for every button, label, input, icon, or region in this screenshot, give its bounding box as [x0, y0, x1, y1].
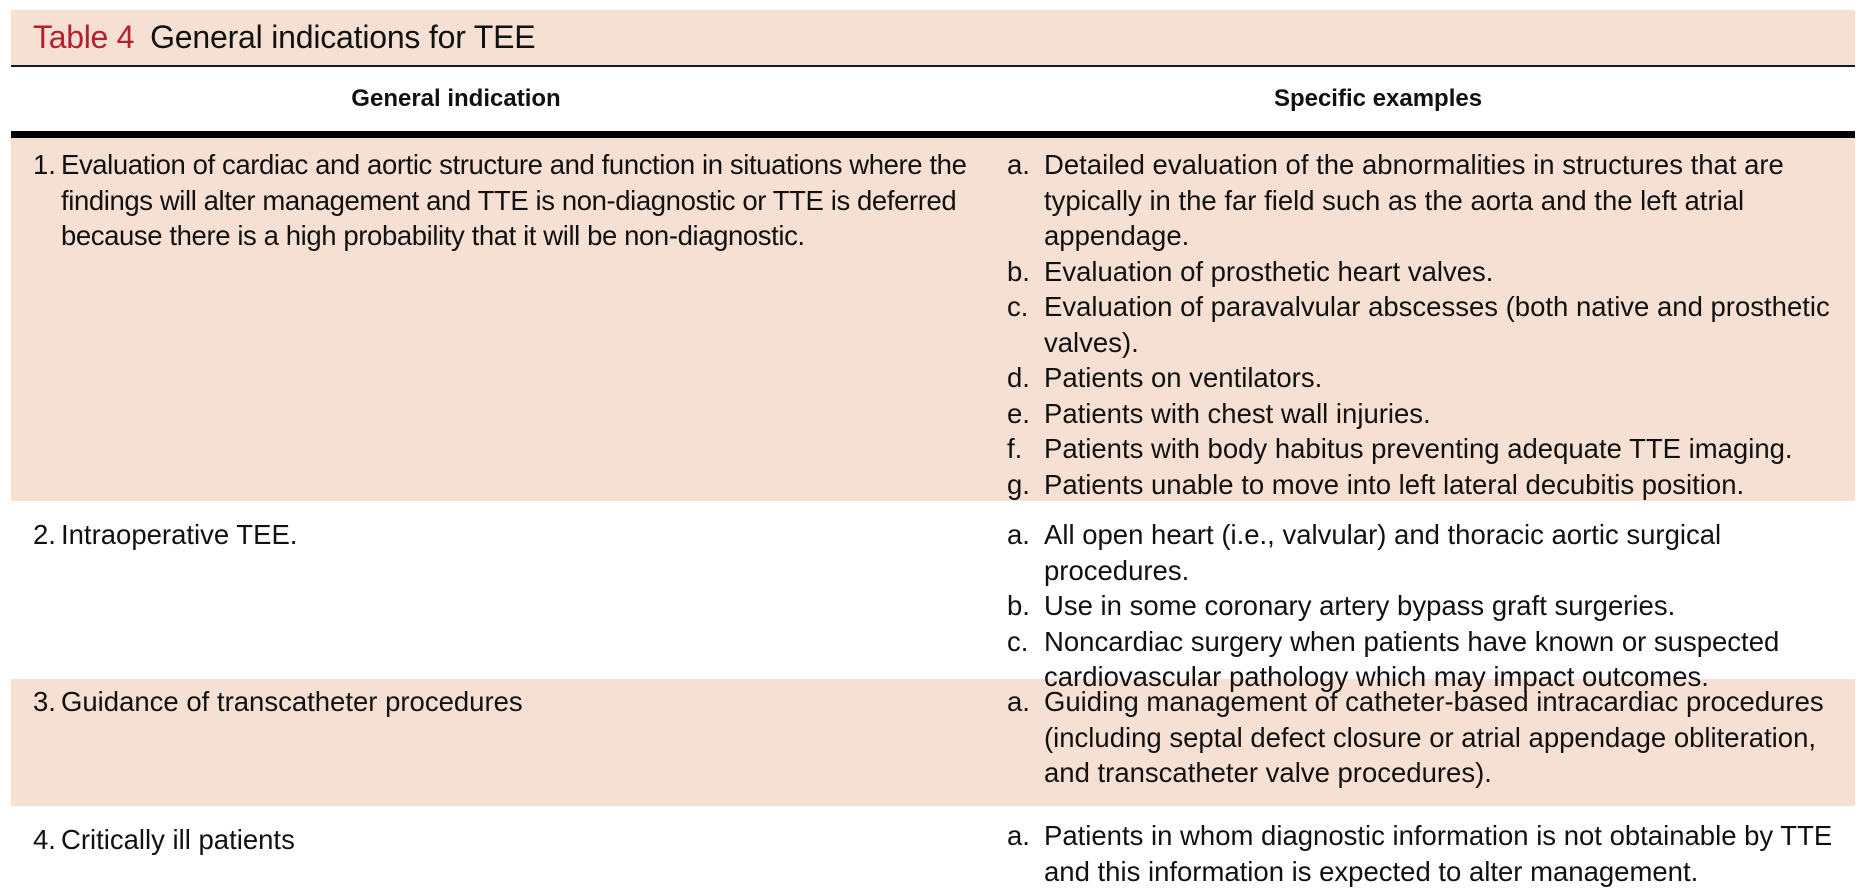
indication-item [33, 517, 967, 553]
indication-cell [11, 147, 1007, 501]
example-item [1007, 588, 1855, 624]
column-header-general-indication: General indication [351, 85, 561, 112]
example-letter: c. [1007, 625, 1029, 657]
example-text: Patients unable to move into left lateral decubitis position. [1044, 468, 1745, 500]
indication-item [33, 147, 967, 254]
example-letter: b. [1007, 590, 1030, 621]
examples-cell [1007, 684, 1855, 806]
example-item [1007, 147, 1855, 254]
example-item [1007, 467, 1855, 503]
example-letter: a. [1007, 686, 1030, 717]
examples-cell [1007, 147, 1855, 501]
indication-text: Guidance of transcatheter procedures [61, 686, 523, 717]
example-text: Evaluation of prosthetic heart valves. [1044, 255, 1494, 287]
examples-cell [1007, 818, 1855, 886]
example-item [1007, 517, 1855, 588]
indication-item [33, 822, 967, 858]
indication-cell [11, 517, 1007, 679]
example-item [1007, 289, 1855, 360]
indication-text: Critically ill patients [61, 824, 295, 855]
example-text: Noncardiac surgery when patients have known or suspected cardiovascular pathology which may impact outcomes. [1044, 625, 1780, 692]
example-text: All open heart (i.e., valvular) and thoracic aortic surgical procedures. [1044, 519, 1722, 586]
example-letter: a. [1007, 519, 1030, 550]
example-text: Patients with body habitus preventing adequate TTE imaging. [1044, 433, 1793, 464]
example-letter: a. [1007, 149, 1030, 180]
indication-number: 1. [33, 149, 56, 180]
example-letter: c. [1007, 291, 1029, 322]
table-number: Table 4 [33, 19, 135, 55]
example-item [1007, 818, 1855, 889]
example-item [1007, 431, 1855, 467]
example-text: Detailed evaluation of the abnormalities in structures that are typically in the far field such as the aorta and the left atrial appendage. [1044, 149, 1784, 251]
example-item [1007, 684, 1855, 791]
column-header-specific-examples: Specific examples [1273, 85, 1483, 112]
indication-cell [11, 684, 1007, 806]
example-text: Patients with chest wall injuries. [1044, 397, 1431, 429]
example-item [1007, 360, 1855, 396]
indication-cell [11, 818, 1007, 886]
example-letter: b. [1007, 255, 1030, 287]
example-text: Patients in whom diagnostic information is not obtainable by TTE and this information is expected to alter management. [1044, 820, 1833, 887]
table-row [11, 679, 1855, 806]
example-text: Patients on ventilators. [1044, 362, 1323, 393]
table-row [11, 138, 1855, 501]
example-letter: a. [1007, 820, 1030, 851]
example-item [1007, 396, 1855, 432]
indication-text: Intraoperative TEE. [61, 519, 298, 550]
example-text: Evaluation of paravalvular abscesses (both native and prosthetic valves). [1044, 291, 1830, 358]
example-letter: d. [1007, 362, 1030, 393]
indication-item [33, 684, 967, 720]
indication-number: 2. [33, 519, 56, 550]
example-letter: f. [1007, 433, 1023, 464]
table-header-row [11, 67, 1855, 138]
example-text: Use in some coronary artery bypass graft surgeries. [1044, 590, 1676, 621]
indication-text: Evaluation of cardiac and aortic structure and function in situations where the findings will alter management and TTE is non-diagnostic or TTE is deferred because there is a high probability that it will be non-diagnostic. [61, 149, 967, 251]
indication-number: 3. [33, 686, 56, 717]
example-letter: g. [1007, 468, 1030, 500]
table-title: General indications for TEE [150, 19, 536, 55]
example-item [1007, 254, 1855, 290]
table-caption [11, 10, 1855, 67]
examples-cell [1007, 517, 1855, 692]
table-row [11, 501, 1855, 692]
table-row [11, 806, 1855, 886]
table-4 [11, 10, 1855, 886]
example-text: Guiding management of catheter-based intracardiac procedures (including septal defect closure or atrial appendage obliteration, and transcatheter valve procedures). [1044, 686, 1824, 788]
example-letter: e. [1007, 397, 1030, 429]
indication-number: 4. [33, 824, 56, 855]
